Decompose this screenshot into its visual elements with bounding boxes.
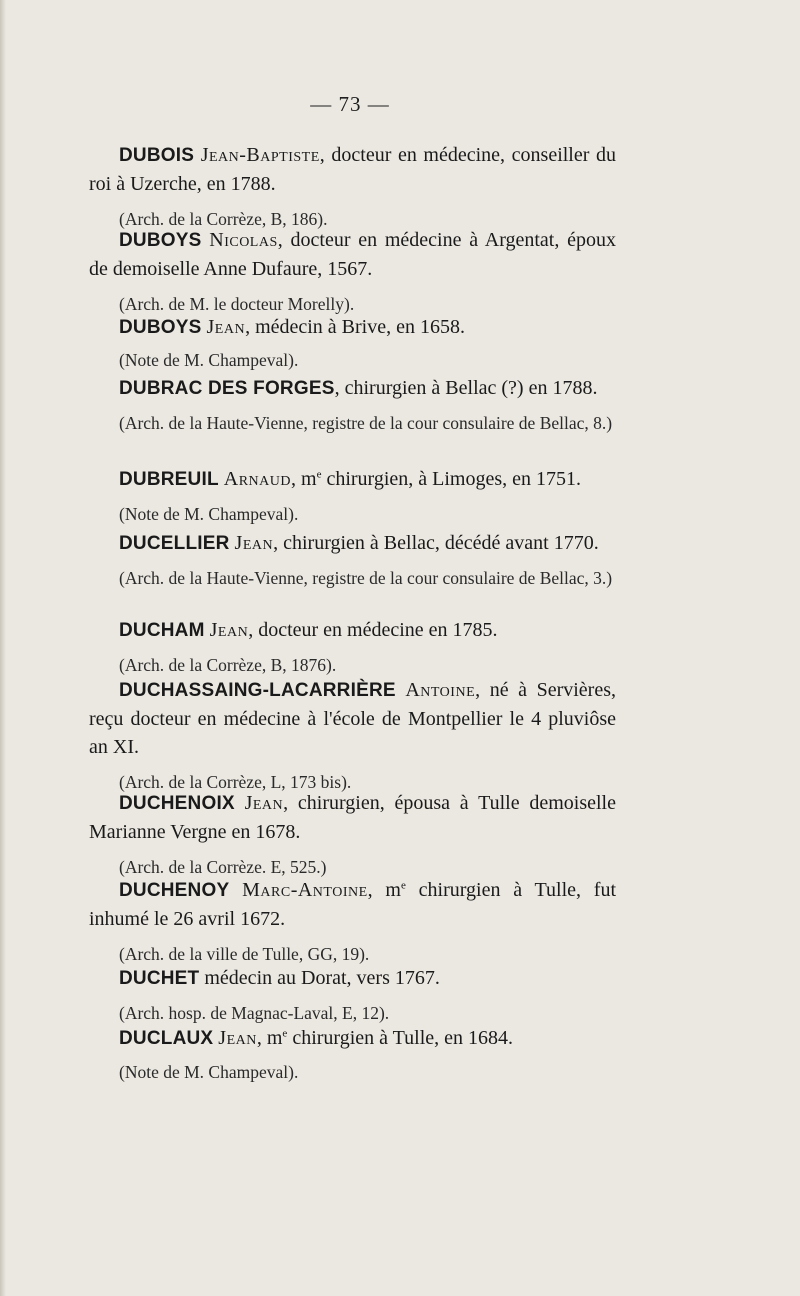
entry-given-name: Jean (206, 316, 246, 338)
entry-superscript: e (282, 1027, 288, 1040)
entry-description: , m (367, 879, 401, 901)
entry-superscript: e (400, 879, 406, 892)
entry-description: , chirurgien, épousa à Tulle demoiselle Marianne Vergne en 1678. (89, 792, 616, 843)
entry-source: (Note de M. Champeval). (119, 350, 299, 370)
entry-given-name: Jean-Baptiste (200, 144, 320, 166)
entry-heading (89, 465, 616, 494)
entry (89, 313, 616, 373)
entry (89, 616, 616, 678)
entry (89, 1024, 616, 1085)
entry-source: (Arch. de la Haute-Vienne, registre de la cour consulaire de Bellac, 8.) (119, 413, 613, 433)
entry-description: , docteur en médecine à Argentat, époux de demoiselle Anne Dufaure, 1567. (89, 229, 616, 280)
entry-given-name: Nicolas (209, 229, 278, 251)
entry-description: , chirurgien à Bellac (?) en 1788. (334, 377, 598, 399)
entry-description: , docteur en médecine, conseiller du roi à Uzerche, en 1788. (89, 144, 617, 195)
entry-source: (Arch. de M. le docteur Morelly). (119, 294, 355, 314)
entry-heading (89, 964, 616, 993)
entry-name: DUCHENOIX (119, 793, 235, 814)
entry-given-name: Arnaud (223, 468, 291, 490)
entry-heading (89, 1024, 616, 1053)
entry-superscript: e (316, 468, 322, 481)
entry-description-rest: chirurgien à Tulle, en 1684. (287, 1027, 514, 1049)
entry-source: (Note de M. Champeval). (119, 1062, 299, 1082)
entry-heading (89, 876, 616, 933)
entry-name: DUBOIS (119, 145, 195, 166)
entry-description: , né à Servières, reçu docteur en médecine à l'école de Montpellier le 4 pluviôse an XI. (89, 679, 617, 758)
entry-source: (Arch. de la Corrèze, B, 1876). (119, 655, 337, 675)
entry-name: DUCHAM (119, 620, 205, 641)
entry-source: (Note de M. Champeval). (119, 504, 299, 524)
entry-name: DUBRAC DES FORGES (119, 378, 335, 399)
entry (89, 876, 616, 967)
entry-heading (89, 789, 616, 846)
entry (89, 529, 616, 591)
entry-description: , docteur en médecine en 1785. (248, 619, 498, 641)
entry-given-name: Jean (234, 532, 274, 554)
entry-heading (89, 226, 616, 283)
entry-given-name: Jean (218, 1027, 257, 1049)
entry (89, 964, 616, 1026)
entry-name: DUCLAUX (119, 1028, 214, 1049)
entry-given-name: Jean (244, 792, 284, 814)
entry-heading (89, 616, 616, 645)
entry-heading (89, 676, 616, 761)
entry-source: (Arch. de la Corrèze, B, 186). (119, 209, 328, 229)
entry-source: (Arch. de la Corrèze, L, 173 bis). (119, 772, 352, 792)
entry-heading (89, 374, 616, 403)
entry-name: DUCHET (119, 968, 200, 989)
entry-description: , m (291, 468, 317, 490)
entry (89, 676, 616, 795)
entry-given-name: Antoine (405, 679, 476, 701)
entry-given-name: Marc-Antoine (242, 879, 368, 901)
entry-description-rest: chirurgien, à Limoges, en 1751. (321, 468, 582, 490)
entry-heading (89, 313, 616, 342)
entry-source: (Arch. hosp. de Magnac-Laval, E, 12). (119, 1003, 390, 1023)
entry-source: (Arch. de la ville de Tulle, GG, 19). (119, 944, 370, 964)
entry-name: DUCHENOY (119, 880, 230, 901)
entry (89, 374, 616, 436)
entry (89, 789, 616, 880)
entry-heading (89, 529, 616, 558)
entry-heading (89, 141, 616, 198)
entry-name: DUBOYS (119, 230, 202, 251)
entry (89, 141, 616, 232)
page-number: — 73 — (310, 92, 390, 116)
entry-name: DUCELLIER (119, 533, 230, 554)
entry (89, 226, 616, 317)
entry-source: (Arch. de la Haute-Vienne, registre de la cour consulaire de Bellac, 3.) (119, 568, 613, 588)
entry-description: , chirurgien à Bellac, décédé avant 1770. (273, 532, 599, 554)
entry-given-name: Jean (209, 619, 249, 641)
entry-description: , médecin à Brive, en 1658. (245, 316, 465, 338)
entry (89, 465, 616, 527)
entry-name: DUBREUIL (119, 469, 219, 490)
entry-name: DUBOYS (119, 317, 202, 338)
entry-description-rest: chirurgien à Tulle, fut inhumé le 26 avril 1672. (89, 879, 617, 930)
entry-name: DUCHASSAING-LACARRIÈRE (119, 680, 396, 701)
entry-description: médecin au Dorat, vers 1767. (199, 967, 440, 989)
entry-source: (Arch. de la Corrèze. E, 525.) (119, 857, 327, 877)
entry-description: , m (256, 1027, 283, 1049)
